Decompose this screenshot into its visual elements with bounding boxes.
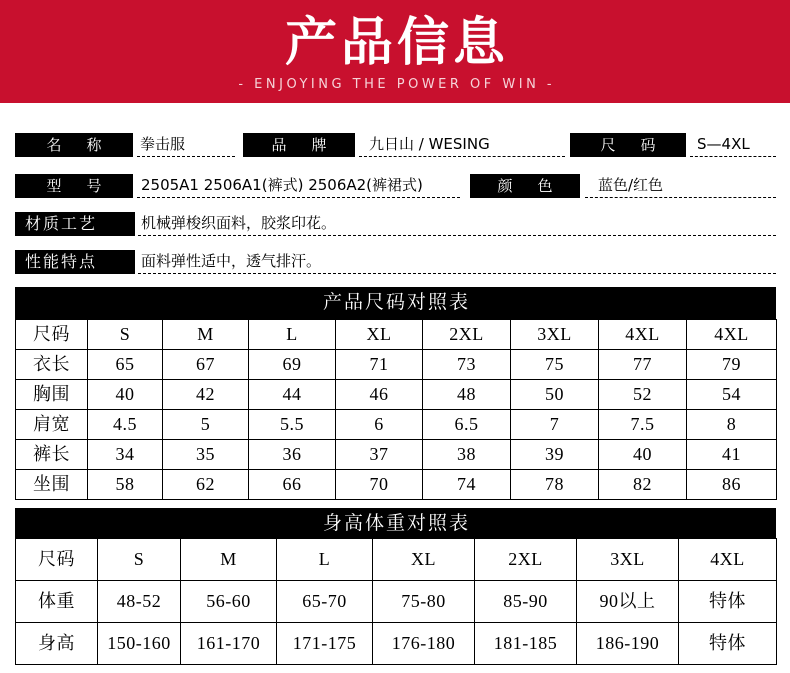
size-chart-cell: 74: [423, 470, 511, 500]
body-chart-cell: 171-175: [277, 623, 373, 665]
size-chart-row-label: 坐围: [16, 470, 88, 500]
size-chart-row-label: 尺码: [16, 320, 88, 350]
size-chart-cell: 39: [511, 440, 599, 470]
body-chart-header-row: [16, 539, 777, 581]
size-chart-size-header: 2XL: [423, 320, 511, 350]
size-chart-cell: 65: [88, 350, 163, 380]
body-chart-cell: 65-70: [277, 581, 373, 623]
body-chart-size-header: 3XL: [577, 539, 679, 581]
model-value: 2505A1 2506A1(裤式) 2506A2(裤裙式): [137, 174, 460, 198]
size-chart-cell: 36: [249, 440, 336, 470]
size-chart-size-header: L: [249, 320, 336, 350]
size-chart-cell: 52: [599, 380, 687, 410]
body-chart-size-header: L: [277, 539, 373, 581]
size-chart-cell: 73: [423, 350, 511, 380]
size-chart-row: [16, 470, 777, 500]
size-chart-size-header: 4XL: [599, 320, 687, 350]
size-chart-row-label: 裤长: [16, 440, 88, 470]
header-banner: [0, 0, 790, 103]
size-chart-body: [16, 320, 777, 500]
size-chart-cell: 37: [336, 440, 423, 470]
body-chart-row-label: 体重: [16, 581, 98, 623]
body-chart-row: [16, 623, 777, 665]
size-chart-title: 产品尺码对照表: [15, 287, 776, 319]
size-chart-cell: 75: [511, 350, 599, 380]
size-chart-row-label: 胸围: [16, 380, 88, 410]
size-chart-cell: 46: [336, 380, 423, 410]
size-chart-cell: 6.5: [423, 410, 511, 440]
size-chart-row-label: 衣长: [16, 350, 88, 380]
body-chart-cell: 181-185: [475, 623, 577, 665]
page-title: 产品信息: [284, 13, 509, 73]
body-chart-cell: 90以上: [577, 581, 679, 623]
body-chart-cell: 48-52: [98, 581, 181, 623]
size-chart-cell: 66: [249, 470, 336, 500]
size-chart-cell: 5: [163, 410, 249, 440]
size-chart-cell: 70: [336, 470, 423, 500]
body-chart-title: 身高体重对照表: [15, 508, 776, 539]
size-chart-cell: 35: [163, 440, 249, 470]
size-range-label: 尺码: [570, 133, 686, 157]
size-chart-cell: 50: [511, 380, 599, 410]
size-range-value: S—4XL: [690, 133, 776, 157]
size-chart-row: [16, 380, 777, 410]
model-label: 型号: [15, 174, 133, 198]
size-chart-row-label: 肩宽: [16, 410, 88, 440]
size-chart-cell: 8: [687, 410, 777, 440]
body-chart-size-header: XL: [373, 539, 475, 581]
size-chart-cell: 77: [599, 350, 687, 380]
size-chart-row: [16, 440, 777, 470]
size-chart-cell: 62: [163, 470, 249, 500]
size-chart-cell: 40: [88, 380, 163, 410]
size-chart-cell: 48: [423, 380, 511, 410]
size-chart-size-header: M: [163, 320, 249, 350]
feature-value: 面料弹性适中，透气排汗。: [138, 250, 776, 274]
size-chart-table: [15, 319, 777, 500]
body-chart-row-label: 身高: [16, 623, 98, 665]
size-chart-cell: 78: [511, 470, 599, 500]
size-chart-size-header: XL: [336, 320, 423, 350]
size-chart-size-header: 3XL: [511, 320, 599, 350]
body-chart-cell: 56-60: [181, 581, 277, 623]
size-chart-cell: 44: [249, 380, 336, 410]
size-chart-cell: 82: [599, 470, 687, 500]
body-chart-row: [16, 581, 777, 623]
size-chart-cell: 5.5: [249, 410, 336, 440]
body-chart-cell: 176-180: [373, 623, 475, 665]
material-value: 机械弹梭织面料，胶浆印花。: [138, 212, 776, 236]
size-chart-cell: 6: [336, 410, 423, 440]
size-chart-size-header: S: [88, 320, 163, 350]
page-subtitle: - ENJOYING THE POWER OF WIN -: [238, 77, 556, 92]
size-chart-cell: 54: [687, 380, 777, 410]
feature-label: 性能特点: [15, 250, 135, 274]
material-label: 材质工艺: [15, 212, 135, 236]
product-name-value: 拳击服: [137, 133, 235, 157]
size-chart-cell: 86: [687, 470, 777, 500]
body-chart-size-header: M: [181, 539, 277, 581]
color-value: 蓝色/红色: [585, 174, 776, 198]
body-chart-cell: 特体: [679, 581, 777, 623]
body-chart-cell: 186-190: [577, 623, 679, 665]
size-chart-cell: 58: [88, 470, 163, 500]
color-label: 颜色: [470, 174, 580, 198]
body-chart-body: [16, 539, 777, 665]
size-chart-cell: 4.5: [88, 410, 163, 440]
size-chart-cell: 40: [599, 440, 687, 470]
size-chart-cell: 71: [336, 350, 423, 380]
size-chart-cell: 67: [163, 350, 249, 380]
body-chart-table: [15, 538, 777, 665]
size-chart-cell: 41: [687, 440, 777, 470]
body-chart-row-label: 尺码: [16, 539, 98, 581]
body-chart-cell: 161-170: [181, 623, 277, 665]
body-chart-cell: 85-90: [475, 581, 577, 623]
product-name-label: 名称: [15, 133, 133, 157]
body-chart-size-header: 4XL: [679, 539, 777, 581]
size-chart-cell: 69: [249, 350, 336, 380]
size-chart-row: [16, 350, 777, 380]
size-chart-cell: 38: [423, 440, 511, 470]
body-chart-cell: 150-160: [98, 623, 181, 665]
brand-value: 九日山 / WESING: [359, 133, 565, 157]
body-chart-cell: 75-80: [373, 581, 475, 623]
brand-label: 品牌: [243, 133, 355, 157]
size-chart-cell: 7: [511, 410, 599, 440]
size-chart-cell: 7.5: [599, 410, 687, 440]
body-chart-size-header: 2XL: [475, 539, 577, 581]
size-chart-cell: 79: [687, 350, 777, 380]
size-chart-header-row: [16, 320, 777, 350]
size-chart-cell: 34: [88, 440, 163, 470]
size-chart-row: [16, 410, 777, 440]
body-chart-size-header: S: [98, 539, 181, 581]
size-chart-size-header: 4XL: [687, 320, 777, 350]
size-chart-cell: 42: [163, 380, 249, 410]
body-chart-cell: 特体: [679, 623, 777, 665]
